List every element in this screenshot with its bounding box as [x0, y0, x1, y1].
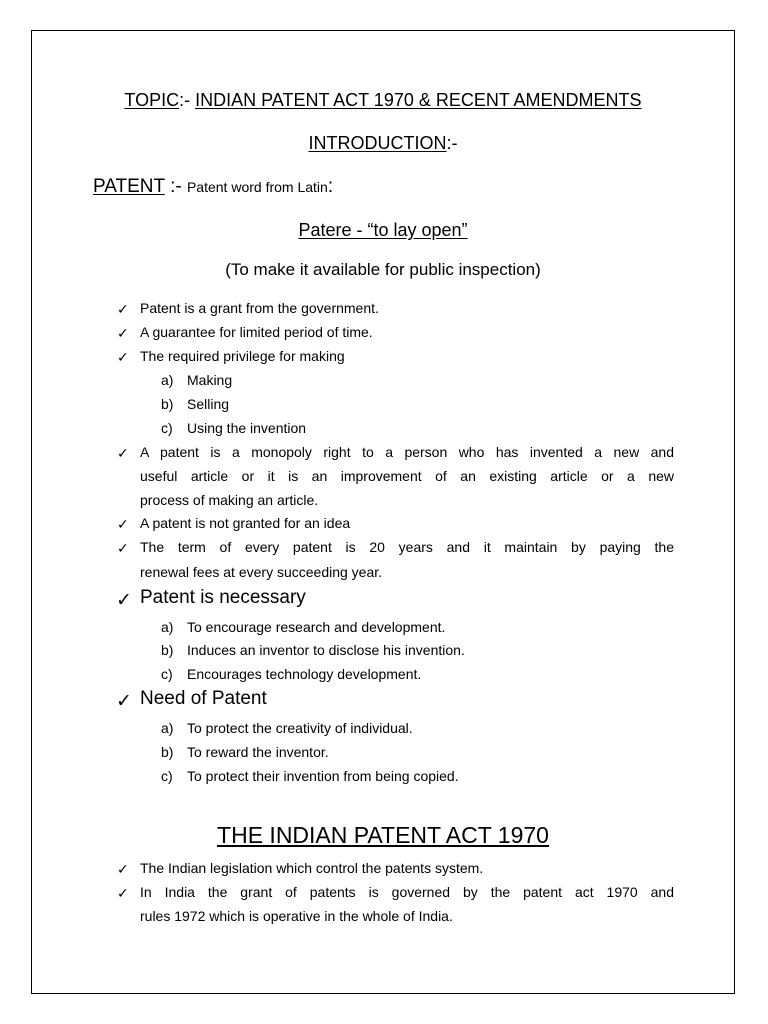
patent-label: PATENT [93, 176, 165, 197]
bullet-monopoly-line-3: process of making an article. [140, 492, 319, 508]
check-icon: ✓ [117, 349, 129, 365]
act-bullet-grant-line-1: In India the grant of patents is governed by the patent act 1970 and [140, 884, 674, 900]
necessary-item-technology: Encourages technology development. [187, 666, 422, 682]
check-icon: ✓ [117, 516, 129, 532]
bullet-guarantee: A guarantee for limited period of time. [140, 324, 373, 340]
sub-item-letter: a) [161, 619, 174, 635]
bullet-monopoly-line-2: useful article or it is an improvement of an existing article or a new [140, 468, 674, 484]
introduction-label: INTRODUCTION [308, 133, 447, 153]
sub-item-using: Using the invention [187, 420, 307, 436]
patent-definition-line [93, 176, 333, 198]
sub-item-letter: a) [161, 720, 174, 736]
topic-separator: :- [179, 90, 196, 110]
meaning-line [31, 260, 735, 280]
introduction-heading [31, 133, 735, 154]
page-border [31, 30, 735, 994]
sub-item-letter: c) [161, 666, 173, 682]
necessary-item-research: To encourage research and development. [187, 619, 446, 635]
sub-item-selling: Selling [187, 396, 230, 412]
sub-item-letter: c) [161, 768, 173, 784]
topic-title: INDIAN PATENT ACT 1970 & RECENT AMENDMENTS [195, 90, 642, 110]
topic-label: TOPIC [124, 90, 180, 110]
sub-item-making: Making [187, 372, 233, 388]
necessary-title: Patent is necessary [140, 587, 306, 608]
patent-colon: : [327, 176, 334, 197]
need-item-reward: To reward the inventor. [187, 744, 329, 760]
etymology-text: Patere - “to lay open” [298, 220, 468, 240]
check-icon: ✓ [116, 590, 132, 611]
bullet-not-idea: A patent is not granted for an idea [140, 515, 351, 531]
act-bullet-grant-line-2: rules 1972 which is operative in the whole of India. [140, 908, 453, 924]
bullet-monopoly-line-1: A patent is a monopoly right to a person who has invented a new and [140, 444, 674, 460]
need-item-creativity: To protect the creativity of individual. [187, 720, 413, 736]
act-heading [31, 822, 735, 849]
need-item-protect: To protect their invention from being copied. [187, 768, 459, 784]
etymology-line [31, 220, 735, 241]
bullet-grant: Patent is a grant from the government. [140, 300, 379, 316]
patent-separator: :- [164, 176, 187, 197]
act-title: THE INDIAN PATENT ACT 1970 [217, 822, 549, 848]
bullet-term-line-2: renewal fees at every succeeding year. [140, 564, 383, 580]
check-icon: ✓ [117, 885, 129, 901]
need-title: Need of Patent [140, 688, 267, 709]
bullet-term-line-1: The term of every patent is 20 years and it maintain by paying the [140, 539, 674, 555]
check-icon: ✓ [117, 540, 129, 556]
sub-item-letter: c) [161, 420, 173, 436]
check-icon: ✓ [117, 861, 129, 877]
check-icon: ✓ [117, 445, 129, 461]
necessary-item-disclose: Induces an inventor to disclose his invention. [187, 642, 465, 658]
check-icon: ✓ [117, 301, 129, 317]
meaning-text: (To make it available for public inspection) [225, 260, 541, 279]
check-icon: ✓ [116, 691, 132, 712]
sub-item-letter: a) [161, 372, 174, 388]
sub-item-letter: b) [161, 642, 174, 658]
patent-origin-text: Patent word from Latin [186, 179, 328, 195]
topic-heading [31, 90, 735, 111]
bullet-privilege: The required privilege for making [140, 348, 345, 364]
check-icon: ✓ [117, 325, 129, 341]
introduction-separator: :- [446, 133, 458, 153]
act-bullet-legislation: The Indian legislation which control the patents system. [140, 860, 484, 876]
sub-item-letter: b) [161, 396, 174, 412]
sub-item-letter: b) [161, 744, 174, 760]
